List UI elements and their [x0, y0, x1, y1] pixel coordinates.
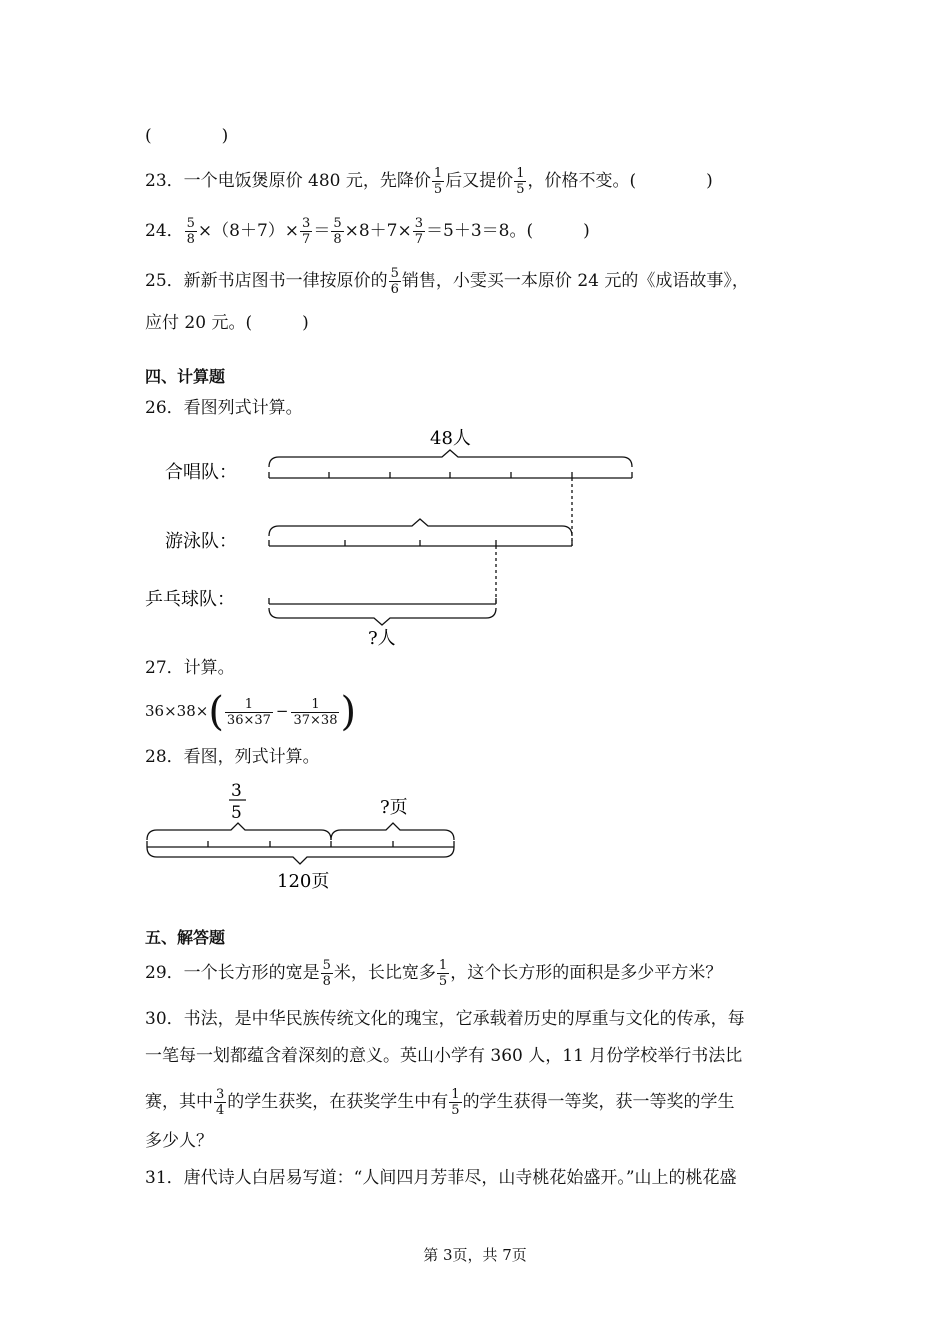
label-total: 48人: [430, 428, 471, 449]
question-29: 29．一个长方形的宽是 $\frac{5}{8}$ 米，长比宽多 $\frac{1}{5}$ ，这个长方形的面积是多少平方米？: [145, 958, 723, 989]
fraction: $\frac{5}{8}$: [333, 216, 342, 247]
question-28: 28．看图，列式计算。: [145, 747, 320, 767]
fraction: $\frac{1}{5}$: [438, 958, 448, 989]
section-heading-4: 四、计算题: [145, 367, 226, 386]
question-25-line2: 应付 20 元。( ): [145, 313, 309, 333]
q26-segment-diagram: [140, 420, 660, 655]
fraction-numerator: 3: [231, 781, 242, 801]
brace-unknown: [269, 608, 496, 625]
q22-answer-blank: ( ): [145, 126, 229, 146]
label-unknown: ?人: [368, 628, 396, 649]
question-30-line4: 多少人？: [145, 1131, 213, 1151]
fraction: $\frac{3}{7}$: [414, 216, 424, 247]
q27-expression: 36×38×( $\frac{1}{36\times 37}$ − $\frac{1}{37\times 38}$ ): [145, 689, 357, 735]
fraction: $\frac{5}{6}$: [390, 266, 399, 297]
section-heading-5: 五、解答题: [145, 928, 226, 947]
question-25: 25．新新书店图书一律按原价的 $\frac{5}{6}$ 销售，小雯买一本原价 24 元的《成语故事》，: [145, 266, 749, 297]
question-26: 26．看图列式计算。: [145, 398, 303, 418]
fraction: $\frac{1}{5}$: [516, 166, 525, 197]
label-swim: 游泳队：: [165, 531, 237, 552]
question-31-line1: 31．唐代诗人白居易写道：“人间四月芳菲尽，山寺桃花始盛开。”山上的桃花盛: [145, 1168, 737, 1188]
fraction: $\frac{1}{36\times 37}$: [226, 696, 271, 728]
question-23: 23．一个电饭煲原价 480 元，先降价 $\frac{1}{5}$ 后又提价 $\frac{1}{5}$ ，价格不变。( ): [145, 166, 713, 197]
fraction-denominator: 5: [231, 803, 242, 823]
q28-segment-diagram: [140, 775, 470, 900]
fraction: $\frac{3}{4}$: [216, 1087, 225, 1118]
fraction: $\frac{1}{5}$: [451, 1087, 460, 1118]
label-total-pages: 120页: [277, 871, 330, 892]
question-30-line2: 一笔每一划都蕴含着深刻的意义。英山小学有 360 人，11 月份学校举行书法比: [145, 1046, 743, 1066]
label-choir: 合唱队：: [165, 462, 237, 483]
fraction: $\frac{5}{8}$: [322, 958, 331, 989]
question-30-line1: 30．书法，是中华民族传统文化的瑰宝，它承载着历史的厚重与文化的传承，每: [145, 1009, 745, 1029]
question-24: 24． $\frac{5}{8}$ ×（8＋7）× $\frac{3}{7}$ ＝ $\frac{5}{8}$ ×8＋7× $\frac{3}{7}$ ＝5＋3＝8。( ): [145, 216, 590, 247]
fraction: $\frac{5}{8}$: [186, 216, 195, 247]
fraction: $\frac{3}{7}$: [302, 216, 311, 247]
fraction: $\frac{1}{37\times 38}$: [293, 696, 338, 728]
label-unknown-pages: ?页: [380, 797, 408, 818]
label-pingpong: 乒乓球队：: [145, 589, 235, 610]
page-footer: 第 3页，共 7页: [423, 1246, 527, 1264]
fraction: $\frac{1}{5}$: [433, 166, 443, 197]
question-30-line3: 赛，其中 $\frac{3}{4}$ 的学生获奖，在获奖学生中有 $\frac{1}{5}$ 的学生获得一等奖，获一等奖的学生: [145, 1087, 735, 1118]
brace-total: [269, 450, 632, 467]
question-27: 27．计算。: [145, 658, 235, 678]
